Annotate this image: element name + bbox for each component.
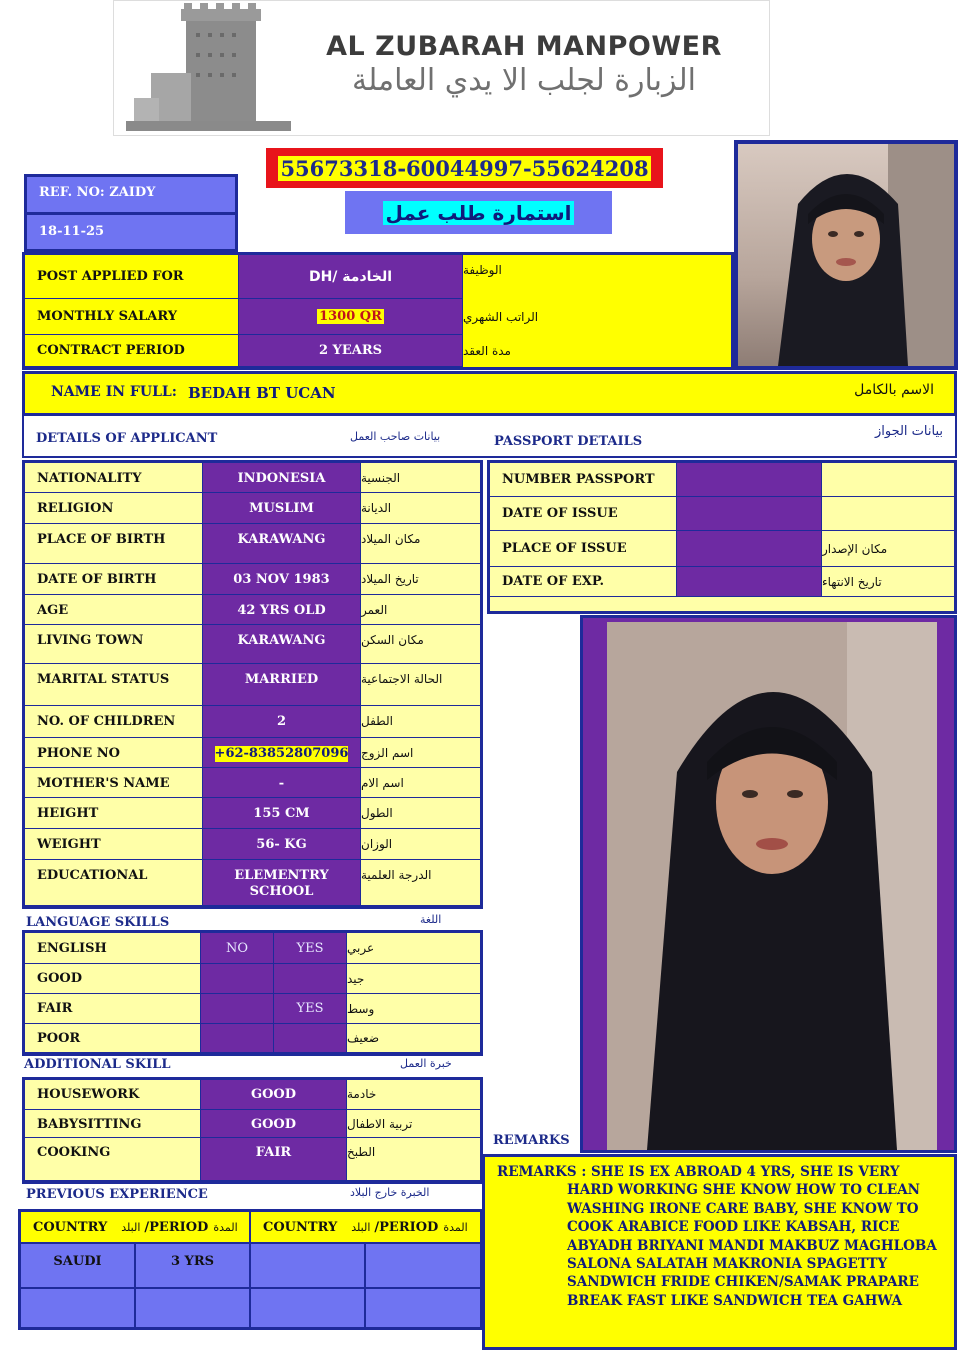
job-info-table xyxy=(22,252,734,370)
fort-logo xyxy=(126,3,291,133)
applicant-value-8 xyxy=(203,738,361,768)
ref-box xyxy=(24,174,238,252)
exp-row-0-country: SAUDI xyxy=(21,1244,136,1289)
exp-period-header: /PERIOD xyxy=(144,1219,209,1235)
exp-country-header-ar: البلد xyxy=(121,1220,141,1234)
language-ar-1: جيد xyxy=(347,964,480,994)
applicant-label-2: PLACE OF BIRTH xyxy=(25,524,203,564)
language-col1-0: NO xyxy=(201,933,274,964)
job-value-0 xyxy=(239,255,463,299)
applicant-photo-small xyxy=(734,140,958,370)
exp-country-header-2-ar: البلد xyxy=(351,1220,371,1234)
applicant-value-2 xyxy=(203,524,361,564)
applicant-section-title-ar: بيانات صاحب العمل xyxy=(350,430,441,443)
job-ar-0: الوظيفة xyxy=(463,255,731,299)
applicant-label-7: NO. OF CHILDREN xyxy=(25,706,203,738)
phone-numbers-box xyxy=(266,148,663,188)
skill-ar-1: تربية الاطفال xyxy=(347,1110,480,1138)
applicant-label-4: AGE xyxy=(25,595,203,625)
language-table xyxy=(22,930,483,1056)
applicant-ar-2: مكان الميلاد xyxy=(361,524,480,564)
applicant-label-5: LIVING TOWN xyxy=(25,625,203,664)
exp-row-0-period-2 xyxy=(366,1244,480,1289)
exp-period-header-ar: المدة xyxy=(213,1220,238,1234)
exp-row-0-country-2 xyxy=(251,1244,366,1289)
applicant-value-1 xyxy=(203,493,361,524)
ref-date: 18-11-25 xyxy=(39,224,105,239)
applicant-value-text-0: INDONESIA xyxy=(237,471,326,486)
applicant-value-text-9: - xyxy=(278,776,285,791)
person-silhouette-large xyxy=(607,622,937,1150)
applicant-value-0 xyxy=(203,463,361,493)
applicant-ar-6: الحالة الاجتماعية xyxy=(361,664,480,706)
job-ar-1: الراتب الشهري xyxy=(463,299,731,335)
applicant-value-3 xyxy=(203,564,361,595)
language-label-2: FAIR xyxy=(25,994,201,1024)
language-col1-2 xyxy=(201,994,274,1024)
language-col2-1 xyxy=(274,964,347,994)
additional-section-title-ar: خبرة العمل xyxy=(400,1057,452,1070)
skill-ar-2: الطبخ xyxy=(347,1138,480,1181)
skill-label-2: COOKING xyxy=(25,1138,201,1181)
name-label: NAME IN FULL: xyxy=(51,384,177,400)
passport-section-title-ar: بيانات الجواز xyxy=(874,424,943,439)
applicant-value-4 xyxy=(203,595,361,625)
applicant-ar-0: الجنسية xyxy=(361,463,480,493)
remarks-box xyxy=(482,1154,957,1350)
skill-ar-0: خادمة xyxy=(347,1080,480,1110)
applicant-ar-12: الدرجة العلمية xyxy=(361,860,480,906)
applicant-value-text-11: 56- KG xyxy=(256,837,307,852)
applicant-ar-3: تاريخ الميلاد xyxy=(361,564,480,595)
exp-row-0-period: 3 YRS xyxy=(136,1244,251,1289)
job-value-1 xyxy=(239,299,463,335)
exp-row-1-country-2 xyxy=(251,1289,366,1327)
applicant-value-9 xyxy=(203,768,361,798)
skill-value-1: GOOD xyxy=(201,1110,347,1138)
language-label-1: GOOD xyxy=(25,964,201,994)
passport-label-3: DATE OF EXP. xyxy=(490,567,677,597)
language-section-title: LANGUAGE SKILLS xyxy=(26,915,170,930)
job-value-2: 2 YEARS xyxy=(239,335,463,367)
skills-table xyxy=(22,1077,483,1184)
experience-header-2 xyxy=(251,1212,480,1244)
exp-period-header-2-ar: المدة xyxy=(443,1220,468,1234)
form-title-box xyxy=(345,191,612,234)
applicant-value-text-12: ELEMENTRY SCHOOL xyxy=(234,868,329,899)
name-value: BEDAH BT UCAN xyxy=(188,384,336,402)
applicant-label-11: WEIGHT xyxy=(25,829,203,860)
applicant-value-6 xyxy=(203,664,361,706)
applicant-value-5 xyxy=(203,625,361,664)
company-name-ar: الزبارة لجلب الا يدي العاملة xyxy=(352,63,696,98)
passport-value-0 xyxy=(677,463,822,497)
ref-number: REF. NO: ZAIDY xyxy=(27,177,235,215)
applicant-value-text-10: 155 CM xyxy=(253,806,310,821)
job-ar-2: مدة العقد xyxy=(463,335,731,367)
post-applied-value: DH/ الخادمة xyxy=(308,268,393,285)
skill-value-2: FAIR xyxy=(201,1138,347,1181)
exp-row-1-period-2 xyxy=(366,1289,480,1327)
applicant-label-10: HEIGHT xyxy=(25,798,203,829)
details-header xyxy=(22,416,957,458)
passport-value-1 xyxy=(677,497,822,531)
applicant-value-text-3: 03 NOV 1983 xyxy=(233,572,330,587)
language-ar-0: عربي xyxy=(347,933,480,964)
applicant-label-8: PHONE NO xyxy=(25,738,203,768)
applicant-value-7 xyxy=(203,706,361,738)
job-label-0: POST APPLIED FOR xyxy=(25,255,239,299)
applicant-label-9: MOTHER'S NAME xyxy=(25,768,203,798)
salary-value: 1300 QR xyxy=(319,309,382,324)
passport-ar-0 xyxy=(822,463,954,497)
remarks-section-title: REMARKS xyxy=(493,1133,570,1148)
applicant-label-12: EDUCATIONAL xyxy=(25,860,203,906)
applicant-ar-10: الطول xyxy=(361,798,480,829)
applicant-value-text-4: 42 YRS OLD xyxy=(237,603,326,618)
language-col1-1 xyxy=(201,964,274,994)
passport-label-1: DATE OF ISSUE xyxy=(490,497,677,531)
experience-table xyxy=(18,1209,483,1330)
applicant-label-1: RELIGION xyxy=(25,493,203,524)
company-name-en: AL ZUBARAH MANPOWER xyxy=(326,31,722,62)
language-col2-3 xyxy=(274,1024,347,1053)
skill-label-0: HOUSEWORK xyxy=(25,1080,201,1110)
passport-ar-2: مكان الإصدار xyxy=(822,531,954,567)
applicant-label-0: NATIONALITY xyxy=(25,463,203,493)
form-title: استمارة طلب عمل xyxy=(383,201,575,225)
applicant-value-text-7: 2 xyxy=(276,714,287,729)
applicant-ar-11: الوزان xyxy=(361,829,480,860)
applicant-ar-4: العمر xyxy=(361,595,480,625)
passport-table xyxy=(487,460,957,614)
language-col1-3 xyxy=(201,1024,274,1053)
exp-period-header-2: /PERIOD xyxy=(374,1219,439,1235)
exp-country-header: COUNTRY xyxy=(33,1219,108,1235)
phone-numbers: 55673318-60044997-55624208 xyxy=(280,155,649,181)
passport-value-3 xyxy=(677,567,822,597)
language-section-title-ar: اللغة xyxy=(420,913,442,926)
name-row xyxy=(22,371,957,416)
job-label-2: CONTRACT PERIOD xyxy=(25,335,239,367)
language-label-3: POOR xyxy=(25,1024,201,1053)
language-col2-0: YES xyxy=(274,933,347,964)
exp-row-1-country xyxy=(21,1289,136,1327)
language-col2-2: YES xyxy=(274,994,347,1024)
passport-label-2: PLACE OF ISSUE xyxy=(490,531,677,567)
applicant-ar-9: اسم الام xyxy=(361,768,480,798)
applicant-label-3: DATE OF BIRTH xyxy=(25,564,203,595)
job-label-1: MONTHLY SALARY xyxy=(25,299,239,335)
passport-ar-3: تاريخ الانتهاء xyxy=(822,567,954,597)
applicant-ar-1: الديانة xyxy=(361,493,480,524)
remarks-text: REMARKS : SHE IS EX ABROAD 4 YRS, SHE IS VERY HARD WORKING SHE KNOW HOW TO CLEAN WASHING IRONE CARE BABY, SHE KNOW TO COOK ARABICE FOOD LIKE KABSAH, RICE ABYADH BRIYANI MANDI MAKBUZ MAGHLOBA SALONA SALATAH MAKRONIA SPAGETTY SANDWICH FRIDE CHIKEN/SAMAK PRAPARE BREAK FAST LIKE SANDWICH TEA GAHWA xyxy=(497,1164,937,1309)
exp-country-header-2: COUNTRY xyxy=(263,1219,338,1235)
applicant-value-text-6: MARRIED xyxy=(244,672,319,687)
experience-header-1 xyxy=(21,1212,251,1244)
additional-section-title: ADDITIONAL SKILL xyxy=(24,1057,171,1072)
applicant-label-6: MARITAL STATUS xyxy=(25,664,203,706)
applicant-photo-large xyxy=(580,615,957,1153)
passport-value-2 xyxy=(677,531,822,567)
applicant-value-10 xyxy=(203,798,361,829)
applicant-value-12 xyxy=(203,860,361,906)
language-ar-3: ضعيف xyxy=(347,1024,480,1053)
applicant-value-text-8: +62-83852807096 xyxy=(214,746,349,761)
skill-value-0: GOOD xyxy=(201,1080,347,1110)
applicant-value-text-1: MUSLIM xyxy=(249,501,314,516)
header-banner xyxy=(113,0,770,136)
applicant-section-title: DETAILS OF APPLICANT xyxy=(36,431,218,446)
exp-row-1-period xyxy=(136,1289,251,1327)
applicant-value-text-2: KARAWANG xyxy=(237,532,326,547)
name-label-ar: الاسم بالكامل xyxy=(854,382,934,398)
experience-section-title: PREVIOUS EXPERIENCE xyxy=(26,1187,208,1202)
experience-section-title-ar: الخبرة خارج البلاد xyxy=(350,1186,430,1199)
language-label-0: ENGLISH xyxy=(25,933,201,964)
applicant-ar-5: مكان السكن xyxy=(361,625,480,664)
applicant-ar-8: اسم الزوج xyxy=(361,738,480,768)
applicant-table xyxy=(22,460,483,909)
applicant-value-text-5: KARAWANG xyxy=(237,633,326,648)
passport-label-0: NUMBER PASSPORT xyxy=(490,463,677,497)
passport-section-title: PASSPORT DETAILS xyxy=(494,434,643,449)
passport-ar-1 xyxy=(822,497,954,531)
language-ar-2: وسط xyxy=(347,994,480,1024)
applicant-value-11 xyxy=(203,829,361,860)
skill-label-1: BABYSITTING xyxy=(25,1110,201,1138)
applicant-ar-7: الطفل xyxy=(361,706,480,738)
person-silhouette-small xyxy=(738,144,954,366)
